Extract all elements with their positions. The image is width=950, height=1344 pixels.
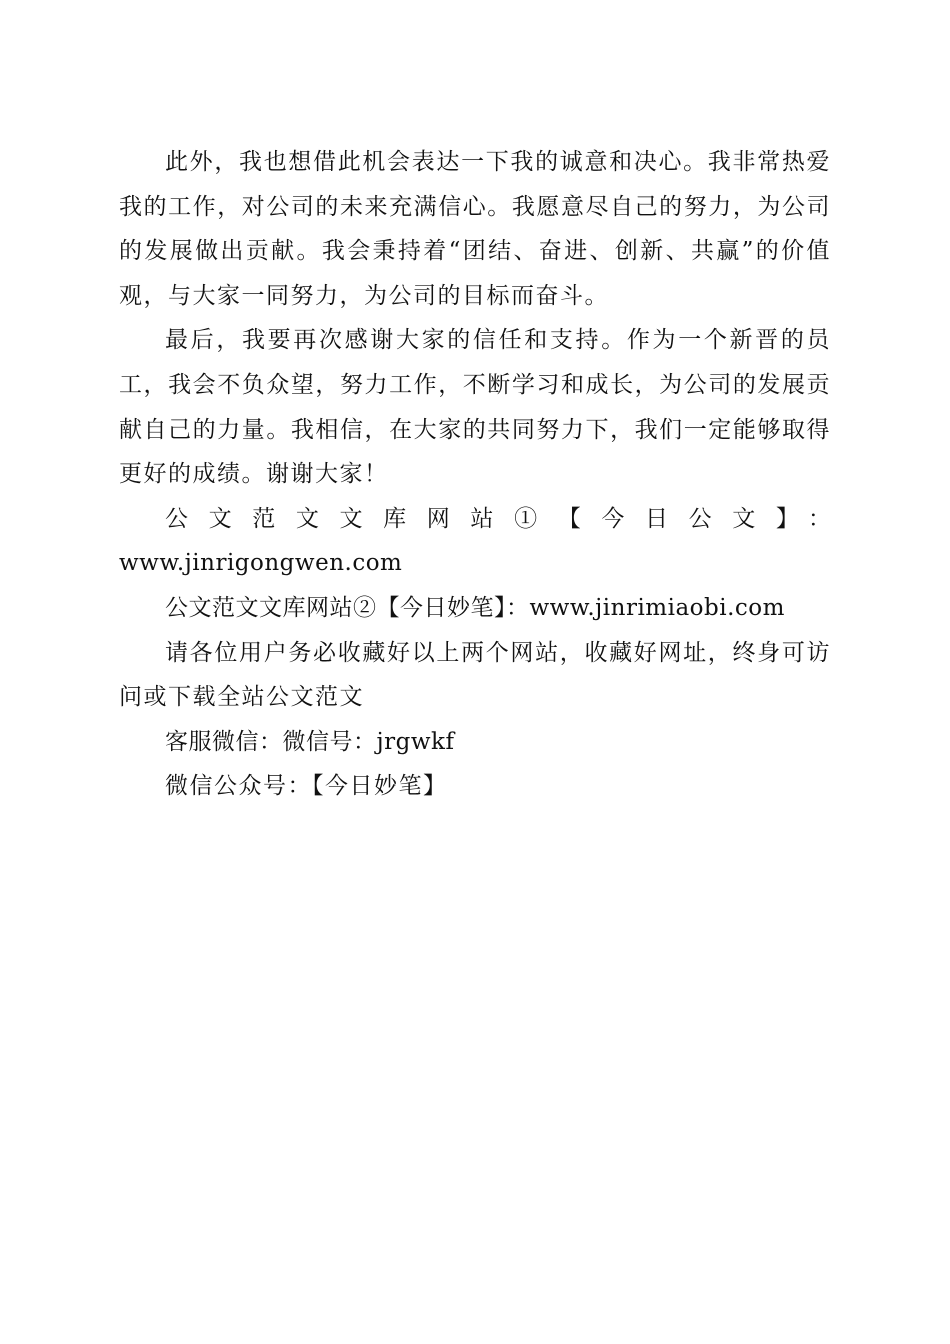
site-1-label: 公文范文文库网站①【今日公文】： <box>165 505 831 532</box>
bookmark-notice: 请各位用户务必收藏好以上两个网站，收藏好网址，终身可访问或下载全站公文范文 <box>119 639 831 711</box>
document-body <box>119 140 831 809</box>
site-1-block <box>119 497 831 586</box>
wechat-official-line: 微信公众号：【今日妙笔】 <box>165 773 448 800</box>
paragraph-closing: 最后，我要再次感谢大家的信任和支持。作为一个新晋的员工，我会不负众望，努力工作，不断学习和成长，为公司的发展贡献自己的力量。我相信，在大家的共同努力下，我们一定能够取得更好的成绩。谢谢大家！ <box>119 327 831 488</box>
site-2-line: 公文范文文库网站②【今日妙笔】：www.jinrimiaobi.com <box>165 594 785 621</box>
site-1-url: www.jinrigongwen.com <box>119 550 403 577</box>
paragraph-determination: 此外，我也想借此机会表达一下我的诚意和决心。我非常热爱我的工作，对公司的未来充满信心。我愿意尽自己的努力，为公司的发展做出贡献。我会秉持着“团结、奋进、创新、共赢”的价值观，与大家一同努力，为公司的目标而奋斗。 <box>119 149 831 309</box>
wechat-service-line: 客服微信：微信号：jrgwkf <box>165 728 455 755</box>
